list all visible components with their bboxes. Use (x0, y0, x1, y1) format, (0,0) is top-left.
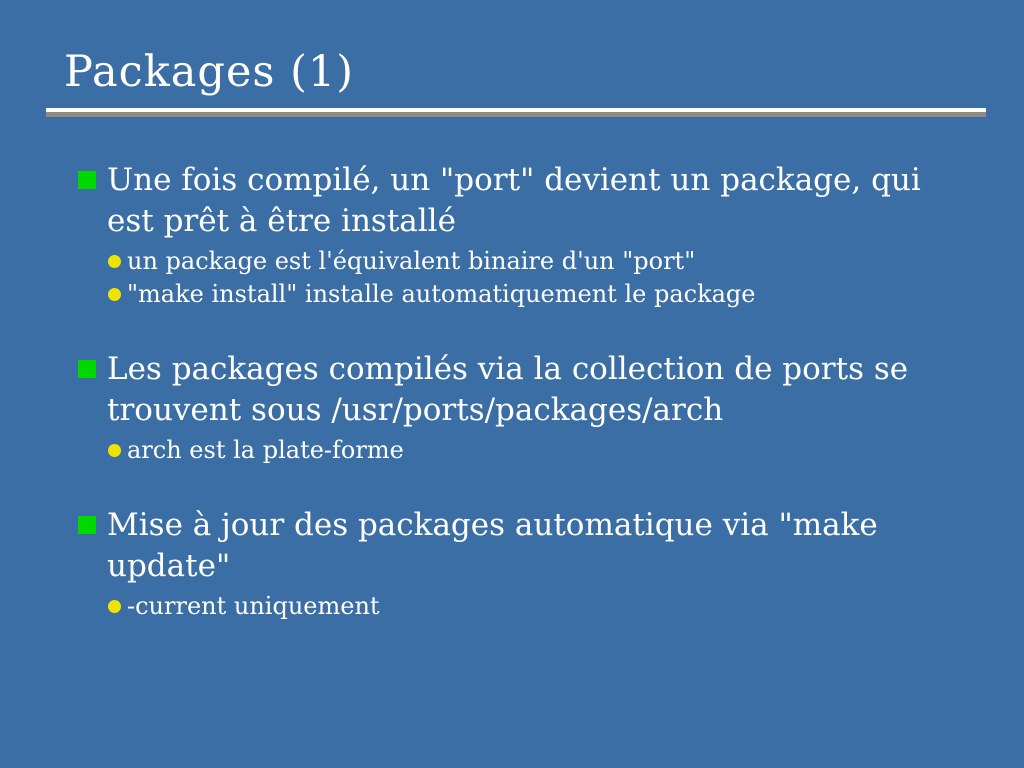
bullet-group (78, 349, 988, 467)
bullet-dot-icon (108, 255, 121, 268)
sub-bullet-item (108, 434, 988, 467)
bullet-text: Une fois compilé, un "port" devient un package, qui est prêt à être installé (107, 162, 921, 239)
sub-bullet-item (108, 278, 988, 311)
bullet-group (78, 505, 988, 623)
title-rule (46, 108, 986, 117)
sub-bullet-text: arch est la plate-forme (127, 436, 404, 464)
bullet-square-icon (78, 360, 96, 378)
bullet-text: Mise à jour des packages automatique via "make update" (107, 507, 878, 584)
bullet-square-icon (78, 171, 96, 189)
bullet-row (78, 349, 988, 431)
sub-bullet-text: un package est l'équivalent binaire d'un "port" (127, 247, 696, 275)
bullet-dot-icon (108, 444, 121, 457)
bullet-row (78, 160, 988, 242)
sub-bullet-list (108, 434, 988, 467)
title-rule-gray-line (46, 112, 986, 117)
bullet-dot-icon (108, 600, 121, 613)
bullet-list (78, 160, 988, 661)
bullet-text: Les packages compilés via la collection de ports se trouvent sous /usr/ports/packages/arch (107, 351, 909, 428)
sub-bullet-list (108, 245, 988, 311)
sub-bullet-item (108, 590, 988, 623)
bullet-group (78, 160, 988, 311)
sub-bullet-list (108, 590, 988, 623)
sub-bullet-text: -current uniquement (127, 592, 380, 620)
bullet-dot-icon (108, 288, 121, 301)
page-title: Packages (1) (64, 47, 355, 97)
sub-bullet-text: "make install" installe automatiquement le package (127, 280, 756, 308)
bullet-square-icon (78, 516, 96, 534)
sub-bullet-item (108, 245, 988, 278)
bullet-row (78, 505, 988, 587)
